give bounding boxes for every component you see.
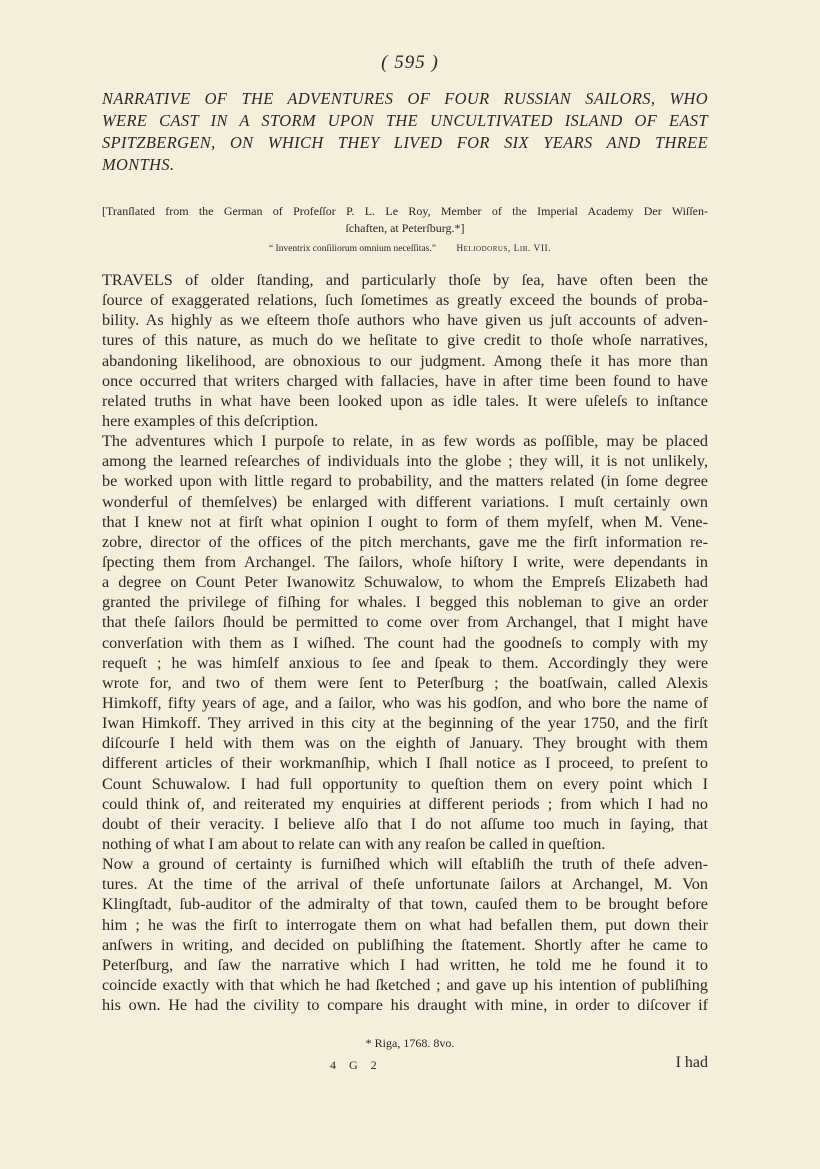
text-line: Now a ground of certainty is furniſhed which will eſtabliſh the truth of theſe adven- [102, 855, 708, 874]
page-number: ( 595 ) [381, 52, 439, 73]
translation-note [102, 203, 708, 237]
text-line: wonderful of themſelves) be enlarged with different variations. I muſt certainly own [102, 492, 708, 511]
epigraph-text: “ Inventrix conſiliorum omnium neceſſitas.” [268, 244, 436, 254]
text-line: Count Schuwalow. I had full opportunity to queſtion them on every point which I [102, 774, 708, 793]
text-line: anſwers in writing, and decided on publiſhing the ſtatement. Shortly after he came to [102, 935, 708, 954]
title-line: MONTHS. [102, 155, 175, 174]
text-line: doubt of their veracity. I believe alſo that I do not aſſume too much in ſaying, that [102, 814, 708, 833]
text-line: wrote for, and two of them were ſent to Peterſburg ; the boatſwain, called Alexis [102, 673, 708, 692]
note-line: [Tranſlated from the German of Profeſſor P. L. Le Roy, Member of the Imperial Academy Der Wiſſen- [102, 204, 708, 218]
text-line: related truths in what have been looked upon as idle tales. It were uſeleſs to inſtance [102, 391, 708, 410]
footnote: * Riga, 1768. 8vo. [365, 1036, 455, 1050]
text-line: requeſt ; he was himſelf anxious to ſee and ſpeak to them. Accordingly they were [102, 653, 708, 672]
epigraph-author: Heliodorus, Lib. VII. [456, 244, 552, 254]
text-line: Himkoff, fifty years of age, and a ſailor, who was his godſon, and who bore the name of [102, 693, 708, 712]
text-line: different articles of their workmanſhip, which I ſhall notice as I proceed, to preſent to [102, 754, 708, 773]
signature-mark: 4 G 2 [330, 1058, 382, 1072]
text-line: ſource of exaggerated relations, ſuch ſometimes as greatly exceed the bounds of proba- [102, 291, 708, 310]
text-line: his own. He had the civility to compare his draught with mine, in order to diſcover if [102, 996, 708, 1015]
text-line: could think of, and reiterated my enquiries at different periods ; from which I had no [102, 794, 708, 813]
title-line: WERE CAST IN A STORM UPON THE UNCULTIVATED ISLAND OF EAST [102, 111, 708, 130]
catchword: I had [675, 1054, 708, 1071]
text-line: that I knew not at firſt what opinion I ought to form of them myſelf, when M. Vene- [102, 512, 708, 531]
text-line: granted the privilege of fiſhing for whales. I begged this nobleman to give an order [102, 593, 708, 612]
text-line: once occurred that writers charged with fallacies, have in after time been found to have [102, 371, 708, 390]
text-line: here examples of this deſcription. [102, 411, 319, 430]
text-line: bility. As highly as we eſteem thoſe authors who have given us juſt accounts of adven- [102, 311, 708, 330]
note-line: ſchaften, at Peterſburg.*] [345, 221, 465, 235]
text-line: that theſe ſailors ſhould be permitted to come over from Archangel, that I might have [102, 613, 708, 632]
text-line: zobre, director of the offices of the pitch merchants, gave me the firſt information re- [102, 532, 708, 551]
text-line: tures of this nature, as much do we heſitate to give credit to thoſe whoſe narratives, [102, 331, 708, 350]
text-line: coincide exactly with that which he had ſketched ; and gave up his intention of publiſhing [102, 975, 708, 994]
text-line: him ; he was the firſt to interrogate them on what had befallen them, put down their [102, 915, 708, 934]
text-line: abandoning likelihood, are obnoxious to our judgment. Among theſe it has more than [102, 351, 708, 370]
title-line: NARRATIVE OF THE ADVENTURES OF FOUR RUSSIAN SAILORS, WHO [102, 89, 708, 108]
text-line: Iwan Himkoff. They arrived in this city at the beginning of the year 1750, and the firſt [102, 714, 708, 733]
text-line: diſcourſe I held with them was on the eighth of January. They brought with them [102, 734, 708, 753]
text-line: converſation with them as I wiſhed. The count had the goodneſs to comply with my [102, 633, 708, 652]
paragraph [102, 431, 708, 854]
text-line: be worked upon with little regard to probability, and the matters related (in ſome degree [102, 472, 708, 491]
body-text [102, 270, 708, 1015]
text-line: tures. At the time of the arrival of theſe unfortunate ſailors at Archangel, M. Von [102, 875, 708, 894]
text-line: TRAVELS of older ſtanding, and particularly thoſe by ſea, have often been the [102, 271, 708, 289]
text-line: The adventures which I purpoſe to relate, in as few words as poſſible, may be placed [102, 432, 708, 451]
chapter-title [102, 88, 708, 176]
text-line: Peterſburg, and ſaw the narrative which I had written, he told me he found it to [102, 955, 708, 974]
epigraph [0, 244, 820, 254]
text-line: among the learned reſearches of individuals into the globe ; they will, it is not unlikely, [102, 452, 708, 471]
text-line: Klingſtadt, ſub-auditor of the admiralty of that town, cauſed them to be brought before [102, 895, 708, 914]
paragraph [102, 270, 708, 431]
text-line: nothing of what I am about to relate can with any reaſon be called in queſtion. [102, 834, 606, 853]
text-line: a degree on Count Peter Iwanowitz Schuwalow, to whom the Empreſs Elizabeth had [102, 573, 708, 592]
title-line: SPITZBERGEN, ON WHICH THEY LIVED FOR SIX YEARS AND THREE [102, 133, 708, 152]
paragraph [102, 854, 708, 1015]
text-line: ſpecting them from Archangel. The ſailors, whoſe hiſtory I write, were dependants in [102, 552, 708, 571]
